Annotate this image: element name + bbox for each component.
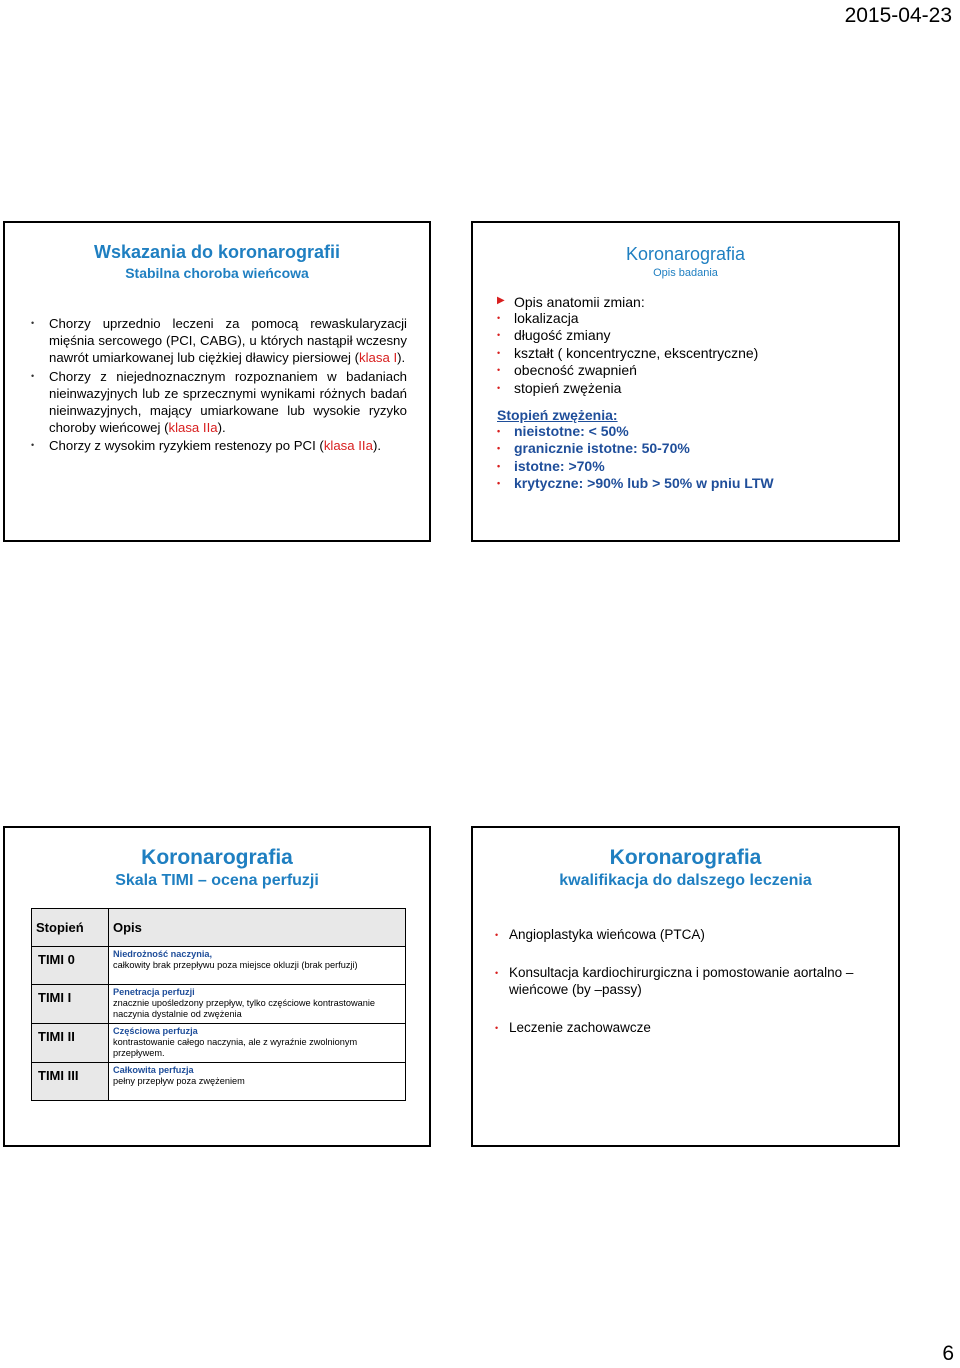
list-item: • Leczenie zachowawcze <box>495 1019 870 1036</box>
header-date: 2015-04-23 <box>844 4 952 27</box>
treatment-list <box>495 926 870 1036</box>
table-header-row <box>32 909 406 947</box>
stenosis-list <box>497 423 898 493</box>
list-item: • nieistotne: < 50% <box>497 423 898 440</box>
anatomy-list <box>497 310 898 397</box>
section-heading: Stopień zwężenia: <box>497 407 618 424</box>
arrow-right-icon: ▶ <box>497 295 505 306</box>
slide-subtitle: Opis badania <box>653 267 718 279</box>
list-item: • obecność zwapnień <box>497 362 898 379</box>
table-row <box>32 985 406 1024</box>
table-row <box>32 947 406 985</box>
slide-exam-description <box>471 221 900 542</box>
timi-table <box>31 908 406 1101</box>
timi-description: Całkowita perfuzja pełny przepływ poza zwężeniem <box>109 1063 406 1101</box>
timi-description: Niedrożność naczynia, całkowity brak przepływu poza miejsce okluzji (brak perfuzji) <box>109 947 406 985</box>
list-item: • Chorzy z niejednoznacznym rozpoznaniem w badaniach nieinwazyjnych lub ze sprzecznymi wynikami różnych badań nieinwazyjnych, mający umiarkowane lub wysokie ryzyko choroby wieńcowej (klasa IIa). <box>31 368 407 437</box>
column-header: Opis <box>109 909 406 947</box>
table-row <box>32 1024 406 1063</box>
slide-subtitle: Skala TIMI – ocena perfuzji <box>115 872 319 889</box>
slide-subtitle: Stabilna choroba wieńcowa <box>125 265 309 281</box>
slide-title: Koronarografia <box>625 244 746 264</box>
table-row <box>32 1063 406 1101</box>
timi-stage: TIMI I <box>32 985 109 1024</box>
list-item: • Chorzy z wysokim ryzykiem restenozy po PCI (klasa IIa). <box>31 437 407 454</box>
list-item: • kształt ( koncentryczne, ekscentryczne) <box>497 345 898 362</box>
page-number: 6 <box>942 1342 954 1365</box>
slide-title: Wskazania do koronarografii <box>93 242 341 262</box>
list-item: • granicznie istotne: 50-70% <box>497 440 898 457</box>
timi-stage: TIMI II <box>32 1024 109 1063</box>
list-item: • Angioplastyka wieńcowa (PTCA) <box>495 926 870 943</box>
slide-title: Koronarografia <box>609 846 762 869</box>
section-heading: ▶ Opis anatomii zmian: <box>497 294 645 310</box>
list-item: • Konsultacja kardiochirurgiczna i pomostowanie aortalno – wieńcowe (by –passy) <box>495 964 870 998</box>
slide-title: Koronarografia <box>141 846 293 869</box>
slide-indications <box>3 221 431 542</box>
timi-stage: TIMI III <box>32 1063 109 1101</box>
indication-list <box>31 315 407 455</box>
list-item: • Chorzy uprzednio leczeni za pomocą rewaskularyzacji mięśnia sercowego (PCI, CABG), u których nastąpił wczesny nawrót umiarkowanej lub ciężkiej dławicy piersiowej (klasa I). <box>31 315 407 367</box>
slide-timi-scale <box>3 826 431 1147</box>
list-item: • krytyczne: >90% lub > 50% w pniu LTW <box>497 475 898 492</box>
list-item: • długość zmiany <box>497 327 898 344</box>
slide-qualification <box>471 826 900 1147</box>
timi-description: Penetracja perfuzji znacznie upośledzony przepływ, tylko częściowe kontrastowanie naczynia dystalnie od zwężenia <box>109 985 406 1024</box>
list-item: • istotne: >70% <box>497 458 898 475</box>
list-item: • lokalizacja <box>497 310 898 327</box>
slide-subtitle: kwalifikacja do dalszego leczenia <box>559 872 812 889</box>
timi-stage: TIMI 0 <box>32 947 109 985</box>
column-header: Stopień <box>32 909 109 947</box>
list-item: • stopień zwężenia <box>497 380 898 397</box>
timi-description: Częściowa perfuzja kontrastowanie całego naczynia, ale z wyraźnie zwolnionym przepływem. <box>109 1024 406 1063</box>
